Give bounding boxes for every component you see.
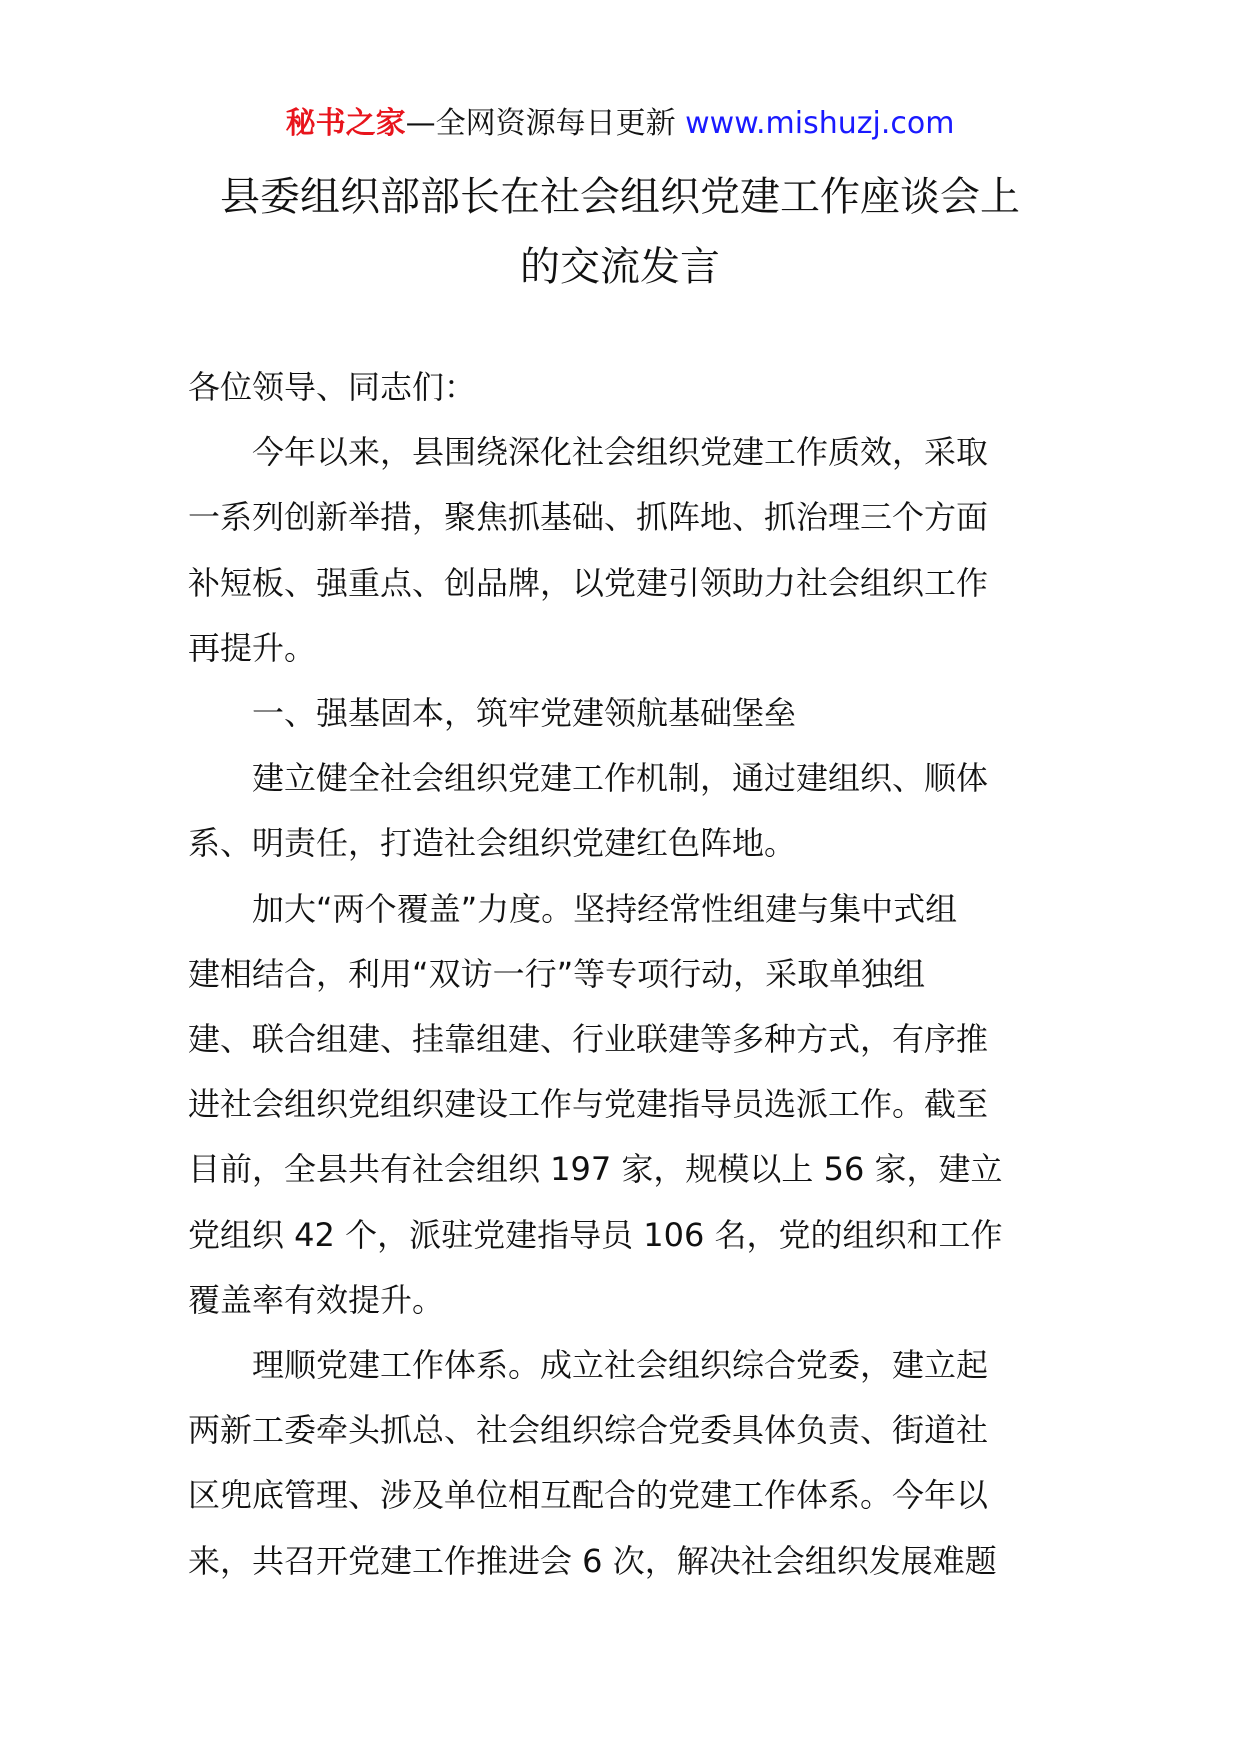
- document-body: [188, 355, 1058, 1594]
- text-line: 建、联合组建、挂靠组建、行业联建等多种方式，有序推: [188, 1020, 989, 1059]
- text-line: 区兜底管理、涉及单位相互配合的党建工作体系。今年以: [188, 1476, 989, 1515]
- brand-name: 秘书之家: [285, 106, 406, 141]
- text-line: 进社会组织党组织建设工作与党建指导员选派工作。截至: [188, 1085, 989, 1124]
- paragraph-system: [188, 1333, 1058, 1594]
- text-line: 再提升。: [188, 628, 317, 667]
- paragraph-mechanism: [188, 746, 1058, 876]
- text-line: 今年以来，县围绕深化社会组织党建工作质效，采取: [252, 433, 989, 472]
- text-line: 两新工委牵头抓总、社会组织综合党委具体负责、街道社: [188, 1411, 989, 1450]
- text-line: 系、明责任，打造社会组织党建红色阵地。: [188, 824, 797, 863]
- text-line: 覆盖率有效提升。: [188, 1280, 445, 1319]
- text-line: 目前，全县共有社会组织 197 家，规模以上 56 家，建立: [188, 1150, 1003, 1189]
- text-line: 党组织 42 个，派驻党建指导员 106 名，党的组织和工作: [188, 1215, 1003, 1254]
- text-line: 建相结合，利用“双访一行”等专项行动，采取单独组: [188, 954, 926, 993]
- heading-line: 一、强基固本，筑牢党建领航基础堡垒: [252, 694, 797, 733]
- text-line: 理顺党建工作体系。成立社会组织综合党委，建立起: [252, 1346, 989, 1385]
- title-line-1: 县委组织部部长在社会组织党建工作座谈会上: [220, 174, 1020, 220]
- site-url-link[interactable]: www.mishuzj.com: [685, 106, 955, 141]
- text-line: 一系列创新举措，聚焦抓基础、抓阵地、抓治理三个方面: [188, 498, 989, 537]
- section-heading-1: [188, 681, 1058, 746]
- text-line: 加大“两个覆盖”力度。坚持经常性组建与集中式组: [252, 889, 958, 928]
- paragraph-intro: [188, 420, 1058, 681]
- greeting: 各位领导、同志们：: [188, 368, 477, 406]
- paragraph-coverage: [188, 877, 1058, 1333]
- site-header: [0, 102, 1240, 146]
- text-line: 建立健全社会组织党建工作机制，通过建组织、顺体: [252, 759, 989, 798]
- document-title: [150, 162, 1090, 302]
- header-slogan: —全网资源每日更新: [405, 106, 686, 141]
- title-line-2: 的交流发言: [520, 244, 720, 290]
- text-line: 补短板、强重点、创品牌，以党建引领助力社会组织工作: [188, 563, 989, 602]
- text-line: 来，共召开党建工作推进会 6 次，解决社会组织发展难题: [188, 1541, 997, 1580]
